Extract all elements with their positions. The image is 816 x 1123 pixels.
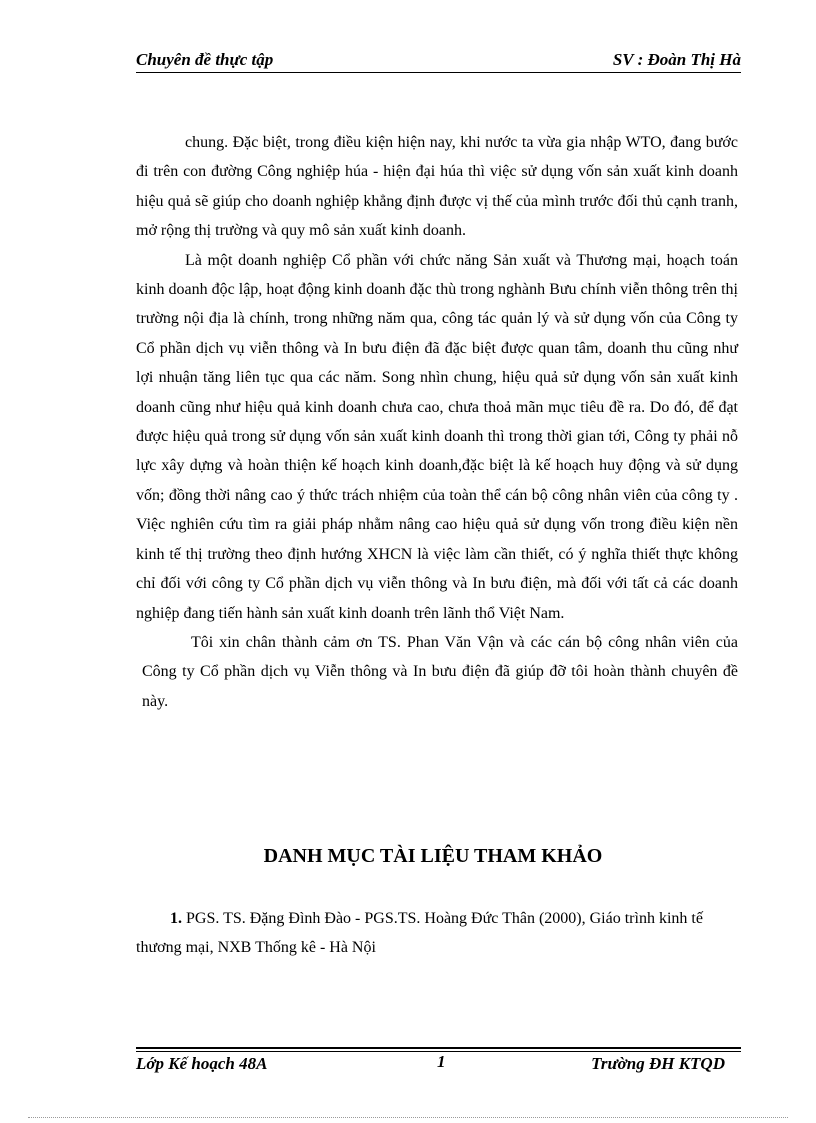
paragraph-2: Là một doanh nghiệp Cổ phần với chức năng Sản xuất và Thương mại, hoạch toán kinh doanh độc lập, hoạt động kinh doanh đặc thù trong nghành Bưu chính viễn thông trên thị trường nội địa là chính, trong những năm qua, công tác quản lý và sử dụng vốn của Công ty Cổ phần dịch vụ viễn thông và In bưu điện đã đặc biệt được quan tâm, doanh thu cũng như lợi nhuận tăng liên tục qua các năm. Song nhìn chung, hiệu quả sử dụng vốn sản xuất kinh doanh cũng như hiệu quả kinh doanh chưa cao, chưa thoả mãn mục tiêu đề ra. Do đó, để đạt được hiệu quả trong sử dụng vốn sản xuất kinh doanh thì trong thời gian tới, Công ty phải nỗ lực xây dựng và hoàn thiện kế hoạch kinh doanh,đặc biệt là kế hoạch huy động và sử dụng vốn; đồng thời nâng cao ý thức trách nhiệm của toàn thể cán bộ công nhân viên của công ty . Việc nghiên cứu tìm ra giải pháp nhằm nâng cao hiệu quả sử dụng vốn trong điều kiện nền kinh tế thị trường theo định hướng XHCN là việc làm cần thiết, có ý nghĩa thiết thực không chỉ đối với công ty Cổ phần dịch vụ viễn thông và In bưu điện, mà đối với tất cả các doanh nghiệp đang tiến hành sản xuất kinh doanh trên lãnh thổ Việt Nam. [136, 251, 738, 622]
paragraph-1: chung. Đặc biệt, trong điều kiện hiện nay, khi nước ta vừa gia nhập WTO, đang bước đi trên con đường Công nghiệp húa - hiện đại húa thì việc sử dụng vốn sản xuất kinh doanh hiệu quả sẽ giúp cho doanh nghiệp khẳng định được vị thế của mình trước đối thủ cạnh tranh, mở rộng thị trường và quy mô sản xuất kinh doanh. [136, 134, 738, 240]
references-title: DANH MỤC TÀI LIỆU THAM KHẢO [263, 845, 603, 867]
paragraph-3: Tôi xin chân thành cảm ơn TS. Phan Văn Vận và các cán bộ công nhân viên của Công ty Cổ phần dịch vụ Viễn thông và In bưu điện đã giúp đỡ tôi hoàn thành chuyên đề này. [142, 633, 738, 710]
reference-list [136, 904, 738, 962]
footer-university: Trường ĐH KTQD [591, 1054, 725, 1073]
reference-text: PGS. TS. Đặng Đình Đào - PGS.TS. Hoàng Đức Thân (2000), Giáo trình kinh tế thương mại, NXB Thống kê - Hà Nội [136, 910, 703, 956]
reference-item [136, 904, 738, 962]
header-topic: Chuyên đề thực tập [136, 50, 274, 69]
header-student: SV : Đoàn Thị Hà [612, 50, 741, 69]
page-bottom-border [28, 1117, 788, 1118]
page-footer [136, 1054, 741, 1078]
page-number: 1 [437, 1052, 446, 1071]
footer-rule-thick [136, 1047, 741, 1049]
body-text [136, 128, 738, 716]
reference-number: 1. [170, 910, 182, 927]
header-rule [136, 72, 741, 73]
page-header [136, 50, 741, 74]
footer-class: Lớp Kế hoạch 48A [136, 1054, 268, 1073]
